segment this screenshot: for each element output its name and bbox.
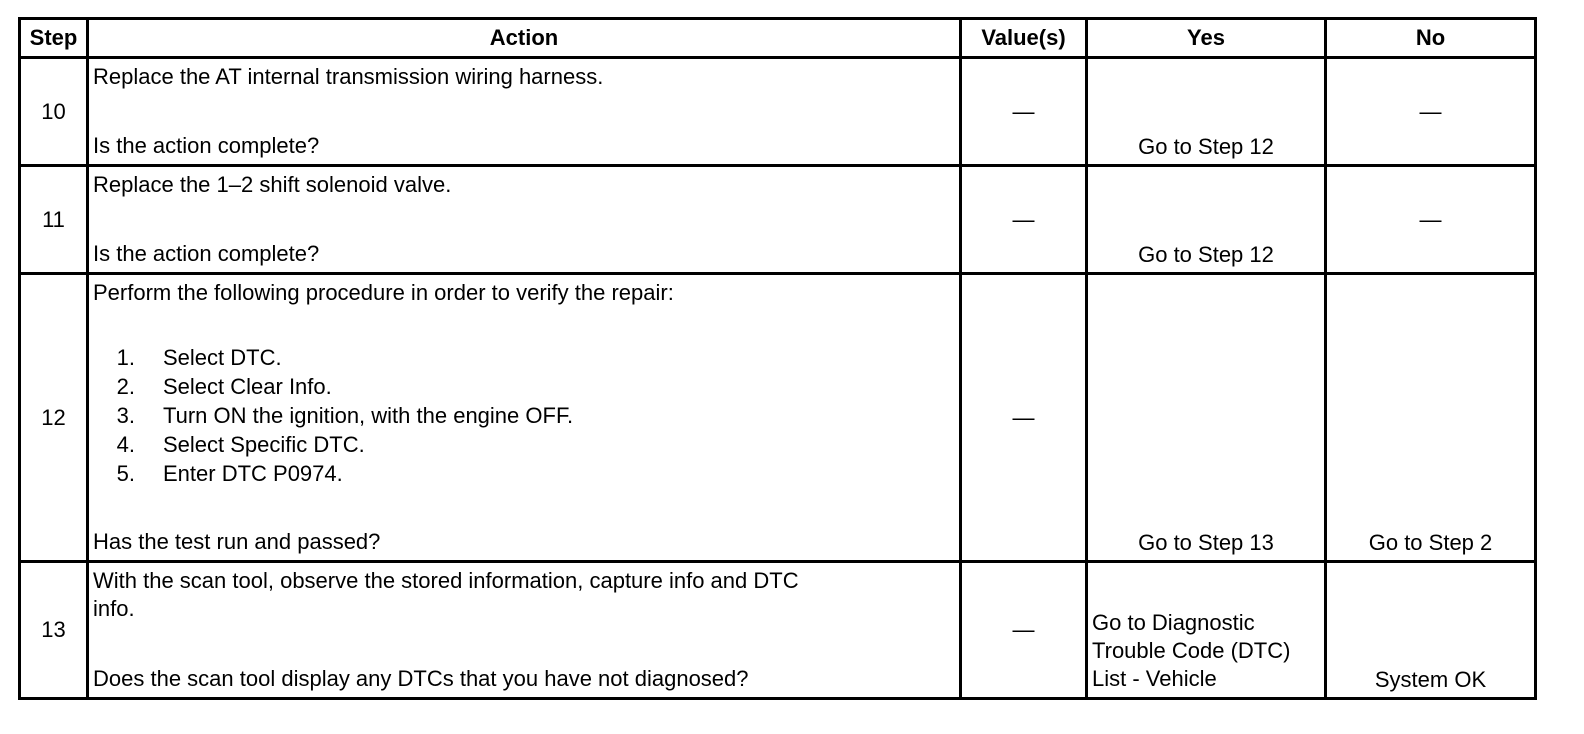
table-row-step-11 [20, 166, 1536, 274]
yes-link[interactable] [1092, 609, 1320, 693]
list-item [93, 401, 959, 430]
list-item-number: 2. [116, 374, 135, 399]
list-item-text: Turn ON the ignition, with the engine OFF. [163, 403, 574, 428]
list-item-number: 1. [116, 345, 135, 370]
value-dash: — [1012, 206, 1035, 232]
value-dash: — [1012, 404, 1035, 430]
action-question: Is the action complete? [93, 133, 320, 158]
list-item-text: Select Specific DTC. [163, 432, 365, 457]
yes-cell [1087, 58, 1326, 166]
action-text: Replace the 1–2 shift solenoid valve. [93, 172, 452, 197]
action-cell [88, 274, 961, 562]
yes-link[interactable]: Go to Step 12 [1138, 134, 1274, 159]
header-step: Step [20, 19, 88, 58]
step-number: 12 [20, 274, 88, 562]
action-cell [88, 58, 961, 166]
yes-cell [1087, 274, 1326, 562]
header-values: Value(s) [961, 19, 1087, 58]
yes-link-line1: Go to Diagnostic [1092, 610, 1255, 635]
action-question: Has the test run and passed? [93, 529, 381, 554]
header-yes: Yes [1087, 19, 1326, 58]
list-item-text: Enter DTC P0974. [163, 461, 343, 486]
procedure-list [93, 343, 959, 488]
step-number: 10 [20, 58, 88, 166]
table-row-step-12 [20, 274, 1536, 562]
no-link[interactable]: Go to Step 2 [1368, 530, 1493, 555]
list-item [93, 459, 959, 488]
header-action: Action [88, 19, 961, 58]
yes-link[interactable]: Go to Step 12 [1138, 242, 1274, 267]
action-question: Does the scan tool display any DTCs that you have not diagnosed? [93, 666, 749, 691]
yes-link-line3: List - Vehicle [1092, 666, 1217, 691]
action-text: Perform the following procedure in order to verify the repair: [93, 280, 674, 305]
list-item [93, 372, 959, 401]
yes-cell [1087, 166, 1326, 274]
list-item [93, 343, 959, 372]
no-text: System OK [1374, 667, 1487, 692]
step-number: 13 [20, 562, 88, 699]
action-question: Is the action complete? [93, 241, 320, 266]
step-number: 11 [20, 166, 88, 274]
list-item [93, 430, 959, 459]
header-no: No [1326, 19, 1536, 58]
diagnostic-table [18, 17, 1537, 700]
yes-cell [1087, 562, 1326, 699]
no-cell [1326, 166, 1536, 274]
list-item-number: 3. [116, 403, 135, 428]
action-cell [88, 562, 961, 699]
value-dash: — [1012, 98, 1035, 124]
value-cell [961, 166, 1087, 274]
yes-link-line2: Trouble Code (DTC) [1092, 638, 1291, 663]
list-item-number: 5. [116, 461, 135, 486]
no-cell [1326, 562, 1536, 699]
action-cell [88, 166, 961, 274]
value-cell [961, 562, 1087, 699]
value-cell [961, 274, 1087, 562]
action-text-line1: With the scan tool, observe the stored information, capture info and DTC [93, 568, 799, 593]
no-cell [1326, 58, 1536, 166]
yes-link[interactable]: Go to Step 13 [1138, 530, 1274, 555]
table-row-step-10 [20, 58, 1536, 166]
action-text-line2: info. [93, 596, 135, 621]
value-cell [961, 58, 1087, 166]
list-item-text: Select DTC. [163, 345, 282, 370]
no-dash: — [1419, 206, 1442, 232]
value-dash: — [1012, 617, 1035, 642]
action-text: Replace the AT internal transmission wiring harness. [93, 64, 604, 89]
no-cell [1326, 274, 1536, 562]
list-item-text: Select Clear Info. [163, 374, 332, 399]
table-row-step-13 [20, 562, 1536, 699]
list-item-number: 4. [116, 432, 135, 457]
header-row [20, 19, 1536, 58]
no-dash: — [1419, 98, 1442, 124]
